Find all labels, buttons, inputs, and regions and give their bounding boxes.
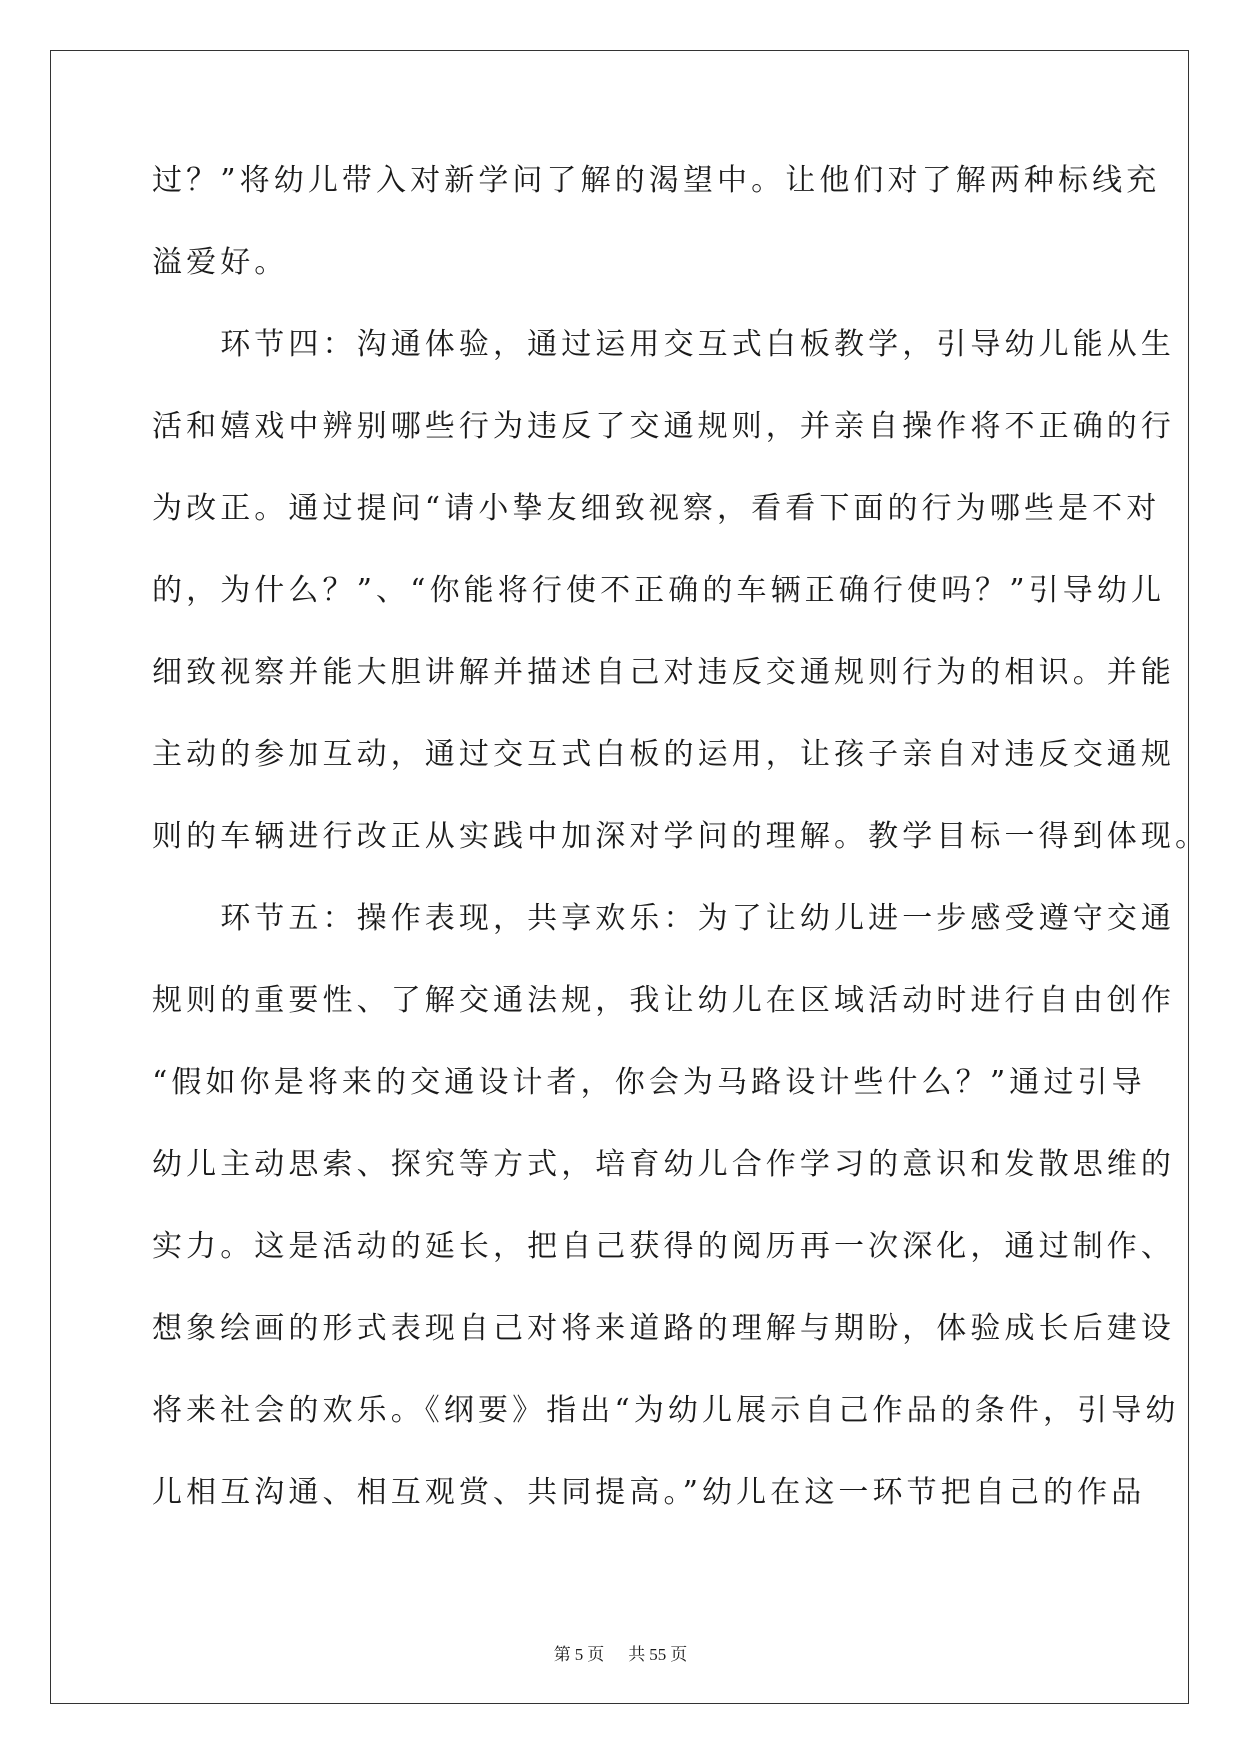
text-line: 溢爱好。	[152, 245, 289, 280]
document-body	[152, 163, 1210, 1557]
text-line: 规则的重要性、了解交通法规，我让幼儿在区域活动时进行自由创作	[152, 983, 1175, 1018]
page-unit: 页	[587, 1645, 605, 1664]
text-line: 儿相互沟通、相互观赏、共同提高。”幼儿在这一环节把自己的作品	[152, 1475, 1146, 1510]
text-line: 想象绘画的形式表现自己对将来道路的理解与期盼，体验成长后建设	[152, 1311, 1175, 1346]
text-line: 为改正。通过提问“请小挚友细致视察，看看下面的行为哪些是不对	[152, 491, 1161, 526]
text-line: 环节四：沟通体验，通过运用交互式白板教学，引导幼儿能从生	[152, 327, 1175, 362]
text-line: 实力。这是活动的延长，把自己获得的阅历再一次深化，通过制作、	[152, 1229, 1175, 1264]
text-line: 活和嬉戏中辨别哪些行为违反了交通规则，并亲自操作将不正确的行	[152, 409, 1175, 444]
total-pages: 55	[649, 1645, 667, 1664]
text-line: 将来社会的欢乐。《纲要》指出“为幼儿展示自己作品的条件，引导幼	[152, 1393, 1180, 1428]
text-line: 主动的参加互动，通过交互式白板的运用，让孩子亲自对违反交通规	[152, 737, 1175, 772]
total-unit: 页	[670, 1645, 688, 1664]
text-line: 细致视察并能大胆讲解并描述自己对违反交通规则行为的相识。并能	[152, 655, 1175, 690]
text-line: 则的车辆进行改正从实践中加深对学问的理解。教学目标一得到体现。	[152, 819, 1210, 854]
page-label: 第	[553, 1645, 571, 1664]
text-line: 环节五：操作表现，共享欢乐：为了让幼儿进一步感受遵守交通	[152, 901, 1175, 936]
text-line: “假如你是将来的交通设计者，你会为马路设计些什么？”通过引导	[152, 1065, 1146, 1100]
text-line: 的，为什么？”、“你能将行使不正确的车辆正确行使吗？”引导幼儿	[152, 573, 1166, 608]
page-footer	[0, 1640, 1241, 1665]
page-number: 5	[574, 1645, 584, 1664]
text-line: 幼儿主动思索、探究等方式，培育幼儿合作学习的意识和发散思维的	[152, 1147, 1175, 1182]
total-label: 共	[628, 1645, 646, 1664]
text-line: 过？”将幼儿带入对新学问了解的渴望中。让他们对了解两种标线充	[152, 163, 1161, 198]
